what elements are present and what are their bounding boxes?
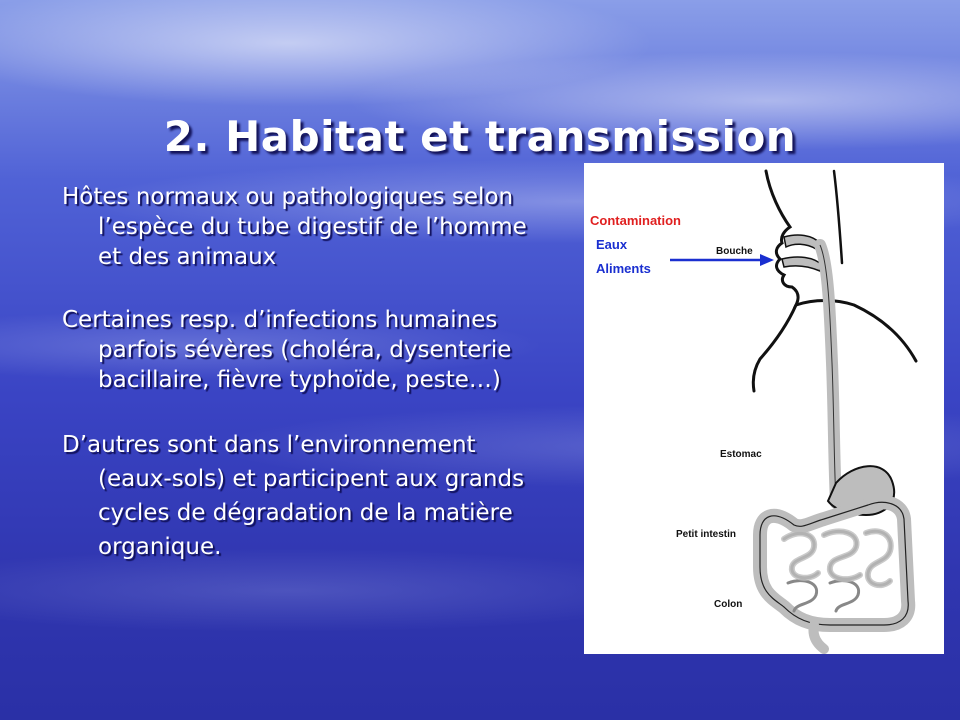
oral-cavity [782,257,822,271]
paragraph-hotes: Hôtes normaux ou pathologiques selon l’espèce du tube digestif de l’homme et des animaux [62,184,527,270]
label-aliments: Aliments [596,261,651,276]
jaw-line [753,305,796,391]
digestive-system-diagram [584,163,944,654]
label-contamination: Contamination [590,213,681,228]
esophagus [820,245,836,503]
label-bouche: Bouche [716,246,753,257]
label-petit-intestin: Petit intestin [676,529,737,540]
label-colon: Colon [714,599,743,610]
label-eaux: Eaux [596,237,628,252]
label-estomac: Estomac [720,449,762,460]
digestive-system-figure [584,163,944,654]
slide-title: 2. Habitat et transmission [163,112,797,161]
paragraph-infections: Certaines resp. d’infections humaines parfois sévères (choléra, dysenterie bacillaire, fièvre typhoïde, peste…) [62,307,512,393]
back-outline [834,171,842,263]
small-intestine-shape [784,531,891,611]
body-text [62,182,542,597]
paragraph-environnement: D’autres sont dans l’environnement (eaux-sols) et participent aux grands cycles de dégradation de la matière organique. [62,432,525,560]
